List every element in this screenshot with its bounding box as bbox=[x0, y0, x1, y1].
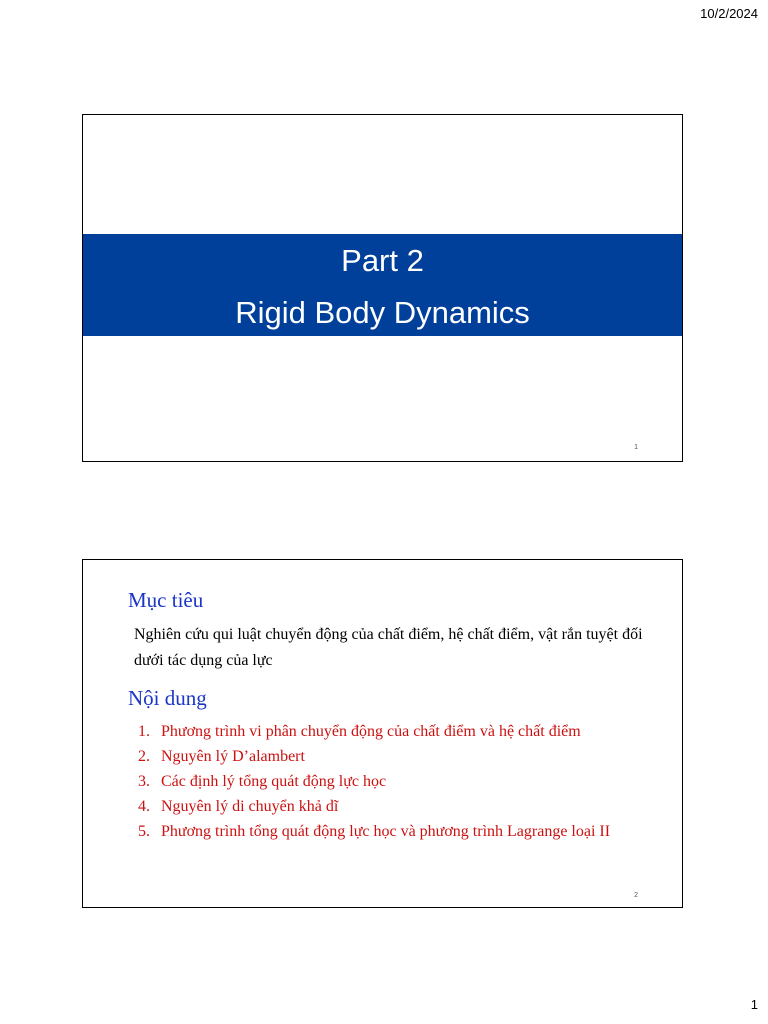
list-item bbox=[134, 819, 666, 844]
slide-number: 2 bbox=[634, 892, 638, 899]
list-item-number: 2. bbox=[138, 748, 150, 765]
list-item-number: 1. bbox=[138, 723, 150, 740]
title-band bbox=[83, 234, 682, 336]
list-item-number: 5. bbox=[138, 823, 150, 840]
list-item-number: 3. bbox=[138, 773, 150, 790]
page-number: 1 bbox=[750, 997, 758, 1012]
content-list bbox=[134, 719, 666, 844]
objective-text: Nghiên cứu qui luật chuyển động của chất điểm, hệ chất điểm, vật rắn tuyệt đối dưới tác dụng của lực bbox=[134, 626, 643, 669]
list-item bbox=[134, 794, 666, 819]
list-item-text: Các định lý tổng quát động lực học bbox=[161, 773, 387, 790]
list-item-text: Nguyên lý D’alambert bbox=[161, 748, 305, 765]
objective-heading: Mục tiêu bbox=[128, 588, 204, 612]
list-item-text: Phương trình vi phân chuyển động của chất điểm và hệ chất điểm bbox=[161, 723, 581, 740]
page-date: 10/2/2024 bbox=[700, 6, 758, 21]
slide-title-subject: Rigid Body Dynamics bbox=[235, 295, 530, 330]
content-heading: Nội dung bbox=[128, 686, 207, 710]
list-item-text: Phương trình tổng quát động lực học và phương trình Lagrange loại II bbox=[161, 823, 611, 840]
list-item bbox=[134, 719, 666, 744]
list-item bbox=[134, 744, 666, 769]
slide-number: 1 bbox=[634, 444, 638, 451]
slide-2 bbox=[82, 559, 683, 908]
list-item-text: Nguyên lý di chuyển khả dĩ bbox=[161, 798, 339, 815]
slide-1 bbox=[82, 114, 683, 462]
slide-title-part: Part 2 bbox=[341, 243, 424, 278]
list-item bbox=[134, 769, 666, 794]
list-item-number: 4. bbox=[138, 798, 150, 815]
